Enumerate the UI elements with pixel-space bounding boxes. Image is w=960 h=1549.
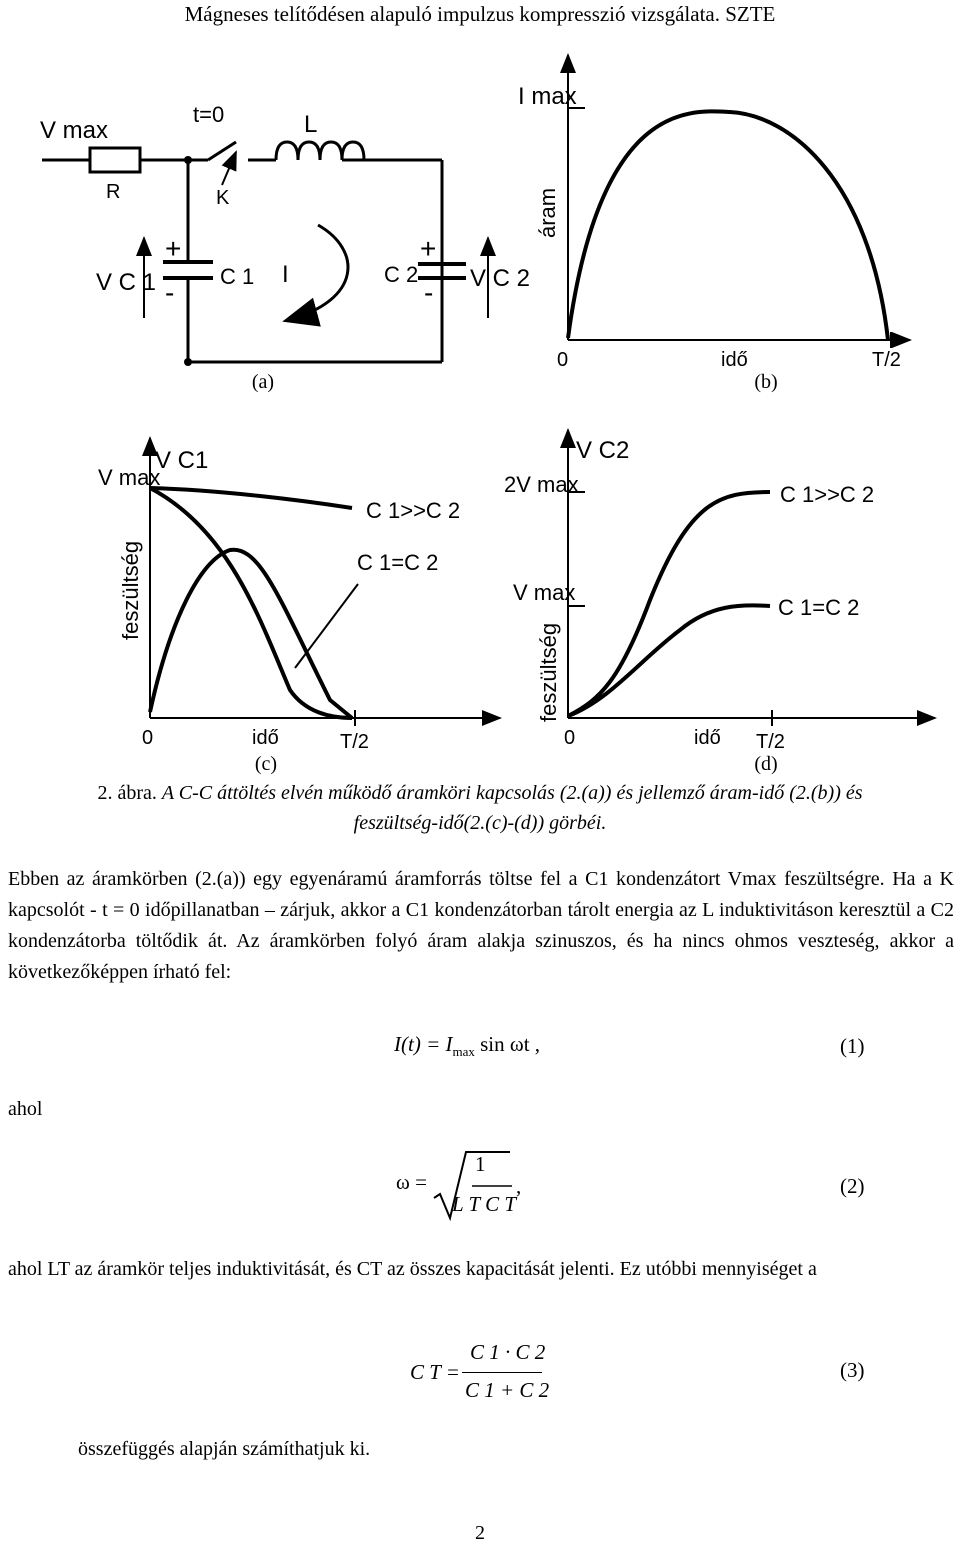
- ahol-label: ahol: [8, 1098, 43, 1120]
- eq2-tail: ,: [516, 1174, 522, 1198]
- d-curve-top-label: C 1>>C 2: [780, 482, 875, 507]
- c1-minus: -: [165, 277, 175, 308]
- eq1-lhs: I(t) = I: [394, 1032, 453, 1056]
- d-xend: T/2: [756, 731, 785, 753]
- d-xlabel: idő: [694, 727, 721, 749]
- eq2-lhs: ω =: [396, 1170, 427, 1194]
- c-curve-top-label: C 1>>C 2: [366, 498, 461, 523]
- eq2-number: (2): [840, 1174, 865, 1198]
- c-xend: T/2: [340, 731, 369, 753]
- eq1-rhs: sin ωt ,: [480, 1032, 541, 1056]
- label-vmax: V max: [40, 117, 109, 144]
- label-t0: t=0: [193, 102, 225, 127]
- eq3-denominator: C 1 + C 2: [465, 1378, 550, 1402]
- label-I: I: [282, 261, 289, 288]
- paragraph-1: Ebben az áramkörben (2.(a)) egy egyenáramú áramforrás töltse fel a C1 kondenzátort Vmax feszültségre. Ha a K kapcsolót - t = 0 időpillanatban – zárjuk, akkor a C1 kondenzátorban tárolt energia az L induktivitáson keresztül a C2 kondenzátorba töltődik át. Az áramkörben folyó áram alakja szinuszos, és ha nincs ohmos veszteség, akkor a következőképpen írható fel:: [8, 868, 954, 983]
- label-c2: C 2: [384, 262, 419, 287]
- c2-plus: +: [420, 233, 437, 264]
- label-imax: I max: [518, 83, 577, 110]
- d-curve-eq-label: C 1=C 2: [778, 595, 860, 620]
- label-R: R: [106, 181, 121, 203]
- d-x0: 0: [564, 727, 576, 749]
- page-header: Mágneses telítődésen alapuló impulzus kompresszió vizsgálata. SZTE: [184, 2, 776, 26]
- b-ylabel: áram: [535, 187, 560, 238]
- eq1-number: (1): [840, 1034, 865, 1058]
- c-xlabel: idő: [252, 727, 279, 749]
- panel-b-label: (b): [754, 371, 778, 393]
- eq1-sub: max: [452, 1044, 475, 1060]
- eq3-number: (3): [840, 1358, 865, 1382]
- current-curve: [568, 111, 888, 340]
- eq3-numerator: C 1 · C 2: [470, 1340, 546, 1364]
- d-ylabel: feszültség: [536, 622, 561, 722]
- eq3-lhs: C T =: [410, 1360, 460, 1384]
- c-curve-top: [150, 488, 352, 508]
- label-vc1: V C 1: [96, 269, 157, 296]
- b-x0: 0: [557, 349, 569, 371]
- b-xend: T/2: [872, 349, 901, 371]
- c-vc1: V C1: [155, 447, 209, 474]
- c-vmax: V max: [98, 465, 161, 490]
- c-ylabel: feszültség: [118, 540, 143, 640]
- label-L: L: [304, 111, 318, 138]
- equation-1: [394, 1032, 540, 1060]
- c1-plus: +: [165, 233, 182, 264]
- b-xlabel: idő: [721, 349, 748, 371]
- label-c1: C 1: [220, 264, 255, 289]
- panel-d-label: (d): [754, 753, 778, 775]
- panel-a-label: (a): [251, 371, 275, 393]
- d-two-vmax: 2V max: [504, 472, 579, 497]
- caption-prefix: 2. ábra.: [97, 782, 157, 804]
- paragraph-2: ahol LT az áramkör teljes induktivitását, és CT az összes kapacitását jelenti. Ez utóbbi mennyiséget a: [8, 1258, 817, 1280]
- d-vc2: V C2: [576, 437, 630, 464]
- inductor-symbol: [276, 142, 364, 160]
- eq3-fraction-bar: [462, 1372, 542, 1373]
- eq2-numerator: 1: [475, 1152, 486, 1176]
- label-K: K: [216, 187, 230, 209]
- panel-c-label: (c): [254, 753, 278, 775]
- c-x0: 0: [142, 727, 154, 749]
- figure-caption: [60, 778, 900, 838]
- c2-minus: -: [424, 277, 434, 308]
- d-curve-eq: [568, 605, 770, 716]
- d-vmax: V max: [513, 580, 576, 605]
- page-number: 2: [475, 1522, 485, 1544]
- label-vc2: V C 2: [470, 265, 531, 292]
- c-curve-eq-label: C 1=C 2: [357, 550, 439, 575]
- switch-symbol: [208, 142, 236, 160]
- caption-text: A C-C áttöltés elvén működő áramköri kapcsolás (2.(a)) és jellemző áram-idő (2.(b)) és feszültség-idő(2.(c)-(d)) görbéi.: [161, 782, 863, 834]
- resistor-symbol: [90, 148, 140, 172]
- closing-text: összefüggés alapján számíthatjuk ki.: [78, 1438, 371, 1460]
- eq2-denominator: L T C T: [452, 1192, 517, 1216]
